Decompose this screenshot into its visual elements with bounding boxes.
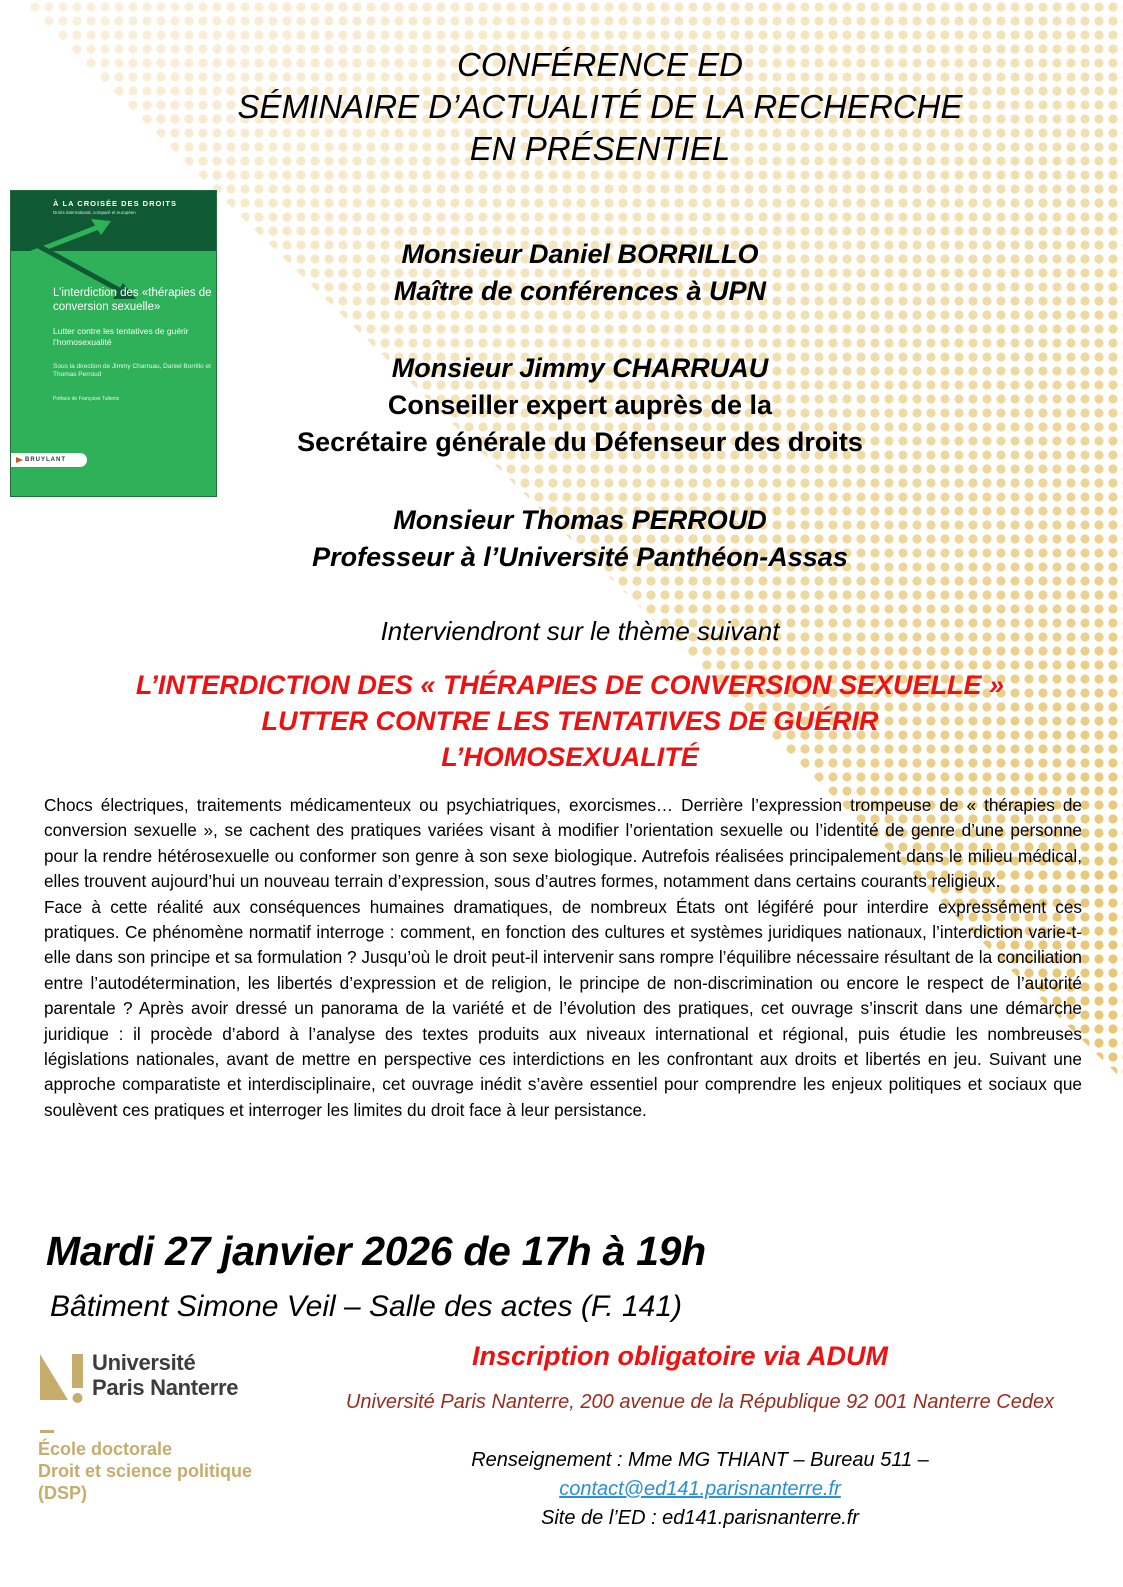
logo-divider	[40, 1430, 54, 1433]
theme-line: LUTTER CONTRE LES TENTATIVES DE GUÉRIR	[261, 706, 879, 736]
event-header	[150, 44, 1050, 170]
speaker-role: Conseiller expert auprès de la	[387, 390, 773, 420]
nanterre-logo-icon	[38, 1352, 90, 1414]
description-paragraph: Chocs électriques, traitements médicamenteux ou psychiatriques, exorcismes… Derrière l’expression trompeuse de « thérapies de conversion sexuelle », se cachent des pratiques variées visant à modifier l’orientation sexuelle ou l’identité de genre d’une personne pour la rendre hétérosexuelle ou conformer son genre à son sexe biologique. Autrefois réalisées principalement dans le milieu médical, elles trouvent aujourd’hui un nouveau terrain d’expression, sous d’autres formes, notamment dans certains courants religieux.	[44, 795, 1082, 892]
header-line: CONFÉRENCE ED	[456, 46, 744, 83]
book-publisher: BRUYLANT	[10, 453, 87, 467]
school-name-line: (DSP)	[38, 1483, 87, 1503]
contact-info	[300, 1446, 1100, 1533]
speaker-name: Monsieur Thomas PERROUD	[393, 505, 767, 535]
event-venue: Bâtiment Simone Veil – Salle des actes (F. 141)	[50, 1290, 682, 1323]
book-preface: Préface de Françoise Tulkens	[53, 396, 120, 402]
university-name-line: Université	[92, 1350, 196, 1375]
book-series: À LA CROISÉE DES DROITS	[53, 199, 177, 208]
theme-line: L’INTERDICTION DES « THÉRAPIES DE CONVERSION SEXUELLE »	[135, 670, 1005, 700]
description-paragraph: Face à cette réalité aux conséquences humaines dramatiques, de nombreux États ont légiféré pour interdire expressément ces pratiques. Ce phénomène normatif interroge : comment, en fonction des cultures et systèmes juridiques nationaux, l’interdiction varie-t-elle dans son principe et sa formulation ? Jusqu’où le droit peut-il intervenir sans rompre l’équilibre nécessaire résultant de la conciliation entre l’autodétermination, les libertés d’expression et de religion, le principe de non-discrimination ou encore le respect de l’autorité parentale ? Après avoir dressé un panorama de la variété et de l’évolution des pratiques, cet ouvrage s’inscrit dans une démarche juridique : il procède d’abord à l’analyse des textes produits aux niveaux international et régional, puis étudie les nombreuses législations nationales, avant de mettre en perspective ces interdictions en les confrontant aux droits et libertés en jeu. Suivant une approche comparatiste et interdisciplinaire, cet ouvrage inédit s’avère essentiel pour comprendre les enjeux politiques et sociaux que soulèvent ces pratiques et interroger les limites du droit face à leur persistance.	[44, 896, 1082, 1120]
speaker-2	[230, 350, 930, 461]
speaker-role: Maître de conférences à UPN	[393, 276, 767, 306]
site-info: Site de l’ED : ed141.parisnanterre.fr	[541, 1507, 859, 1529]
speaker-3	[230, 502, 930, 576]
book-subtitle: Lutter contre les tentatives de guérir l’homosexualité	[53, 326, 189, 347]
book-series-subtitle: Droits international, comparé et européen	[53, 210, 136, 215]
speaker-role: Professeur à l’Université Panthéon-Assas	[312, 542, 848, 572]
speaker-role: Secrétaire générale du Défenseur des droits	[297, 427, 863, 457]
book-editors: Sous la direction de Jimmy Charruau, Daniel Borrillo et Thomas Perroud	[53, 363, 211, 378]
doctoral-school-name	[38, 1438, 252, 1504]
contact-label: Renseignement : Mme MG THIANT – Bureau 511 –	[471, 1449, 929, 1471]
header-line: EN PRÉSENTIEL	[469, 130, 731, 167]
event-date: Mardi 27 janvier 2026 de 17h à 19h	[46, 1228, 706, 1274]
description	[44, 793, 1082, 1123]
university-logo	[38, 1350, 298, 1510]
school-name-line: École doctorale	[38, 1439, 173, 1459]
contact-email-link[interactable]: contact@ed141.parisnanterre.fr	[559, 1478, 841, 1500]
event-address: Université Paris Nanterre, 200 avenue de la République 92 001 Nanterre Cedex	[345, 1391, 1055, 1413]
theme-intro: Interviendront sur le thème suivant	[380, 616, 780, 646]
speaker-1	[230, 236, 930, 310]
book-title: L’interdiction des «thérapies de conversion sexuelle»	[53, 287, 212, 313]
university-name	[92, 1350, 238, 1400]
university-name-line: Paris Nanterre	[92, 1375, 239, 1400]
theme-line: L’HOMOSEXUALITÉ	[441, 742, 699, 772]
theme-title	[20, 667, 1120, 775]
registration-notice: Inscription obligatoire via ADUM	[471, 1341, 889, 1371]
publisher-logo-icon	[16, 457, 23, 463]
speaker-name: Monsieur Daniel BORRILLO	[401, 239, 759, 269]
school-name-line: Droit et science politique	[38, 1461, 253, 1481]
header-line: SÉMINAIRE D’ACTUALITÉ DE LA RECHERCHE	[237, 88, 963, 125]
speaker-name: Monsieur Jimmy CHARRUAU	[391, 353, 769, 383]
